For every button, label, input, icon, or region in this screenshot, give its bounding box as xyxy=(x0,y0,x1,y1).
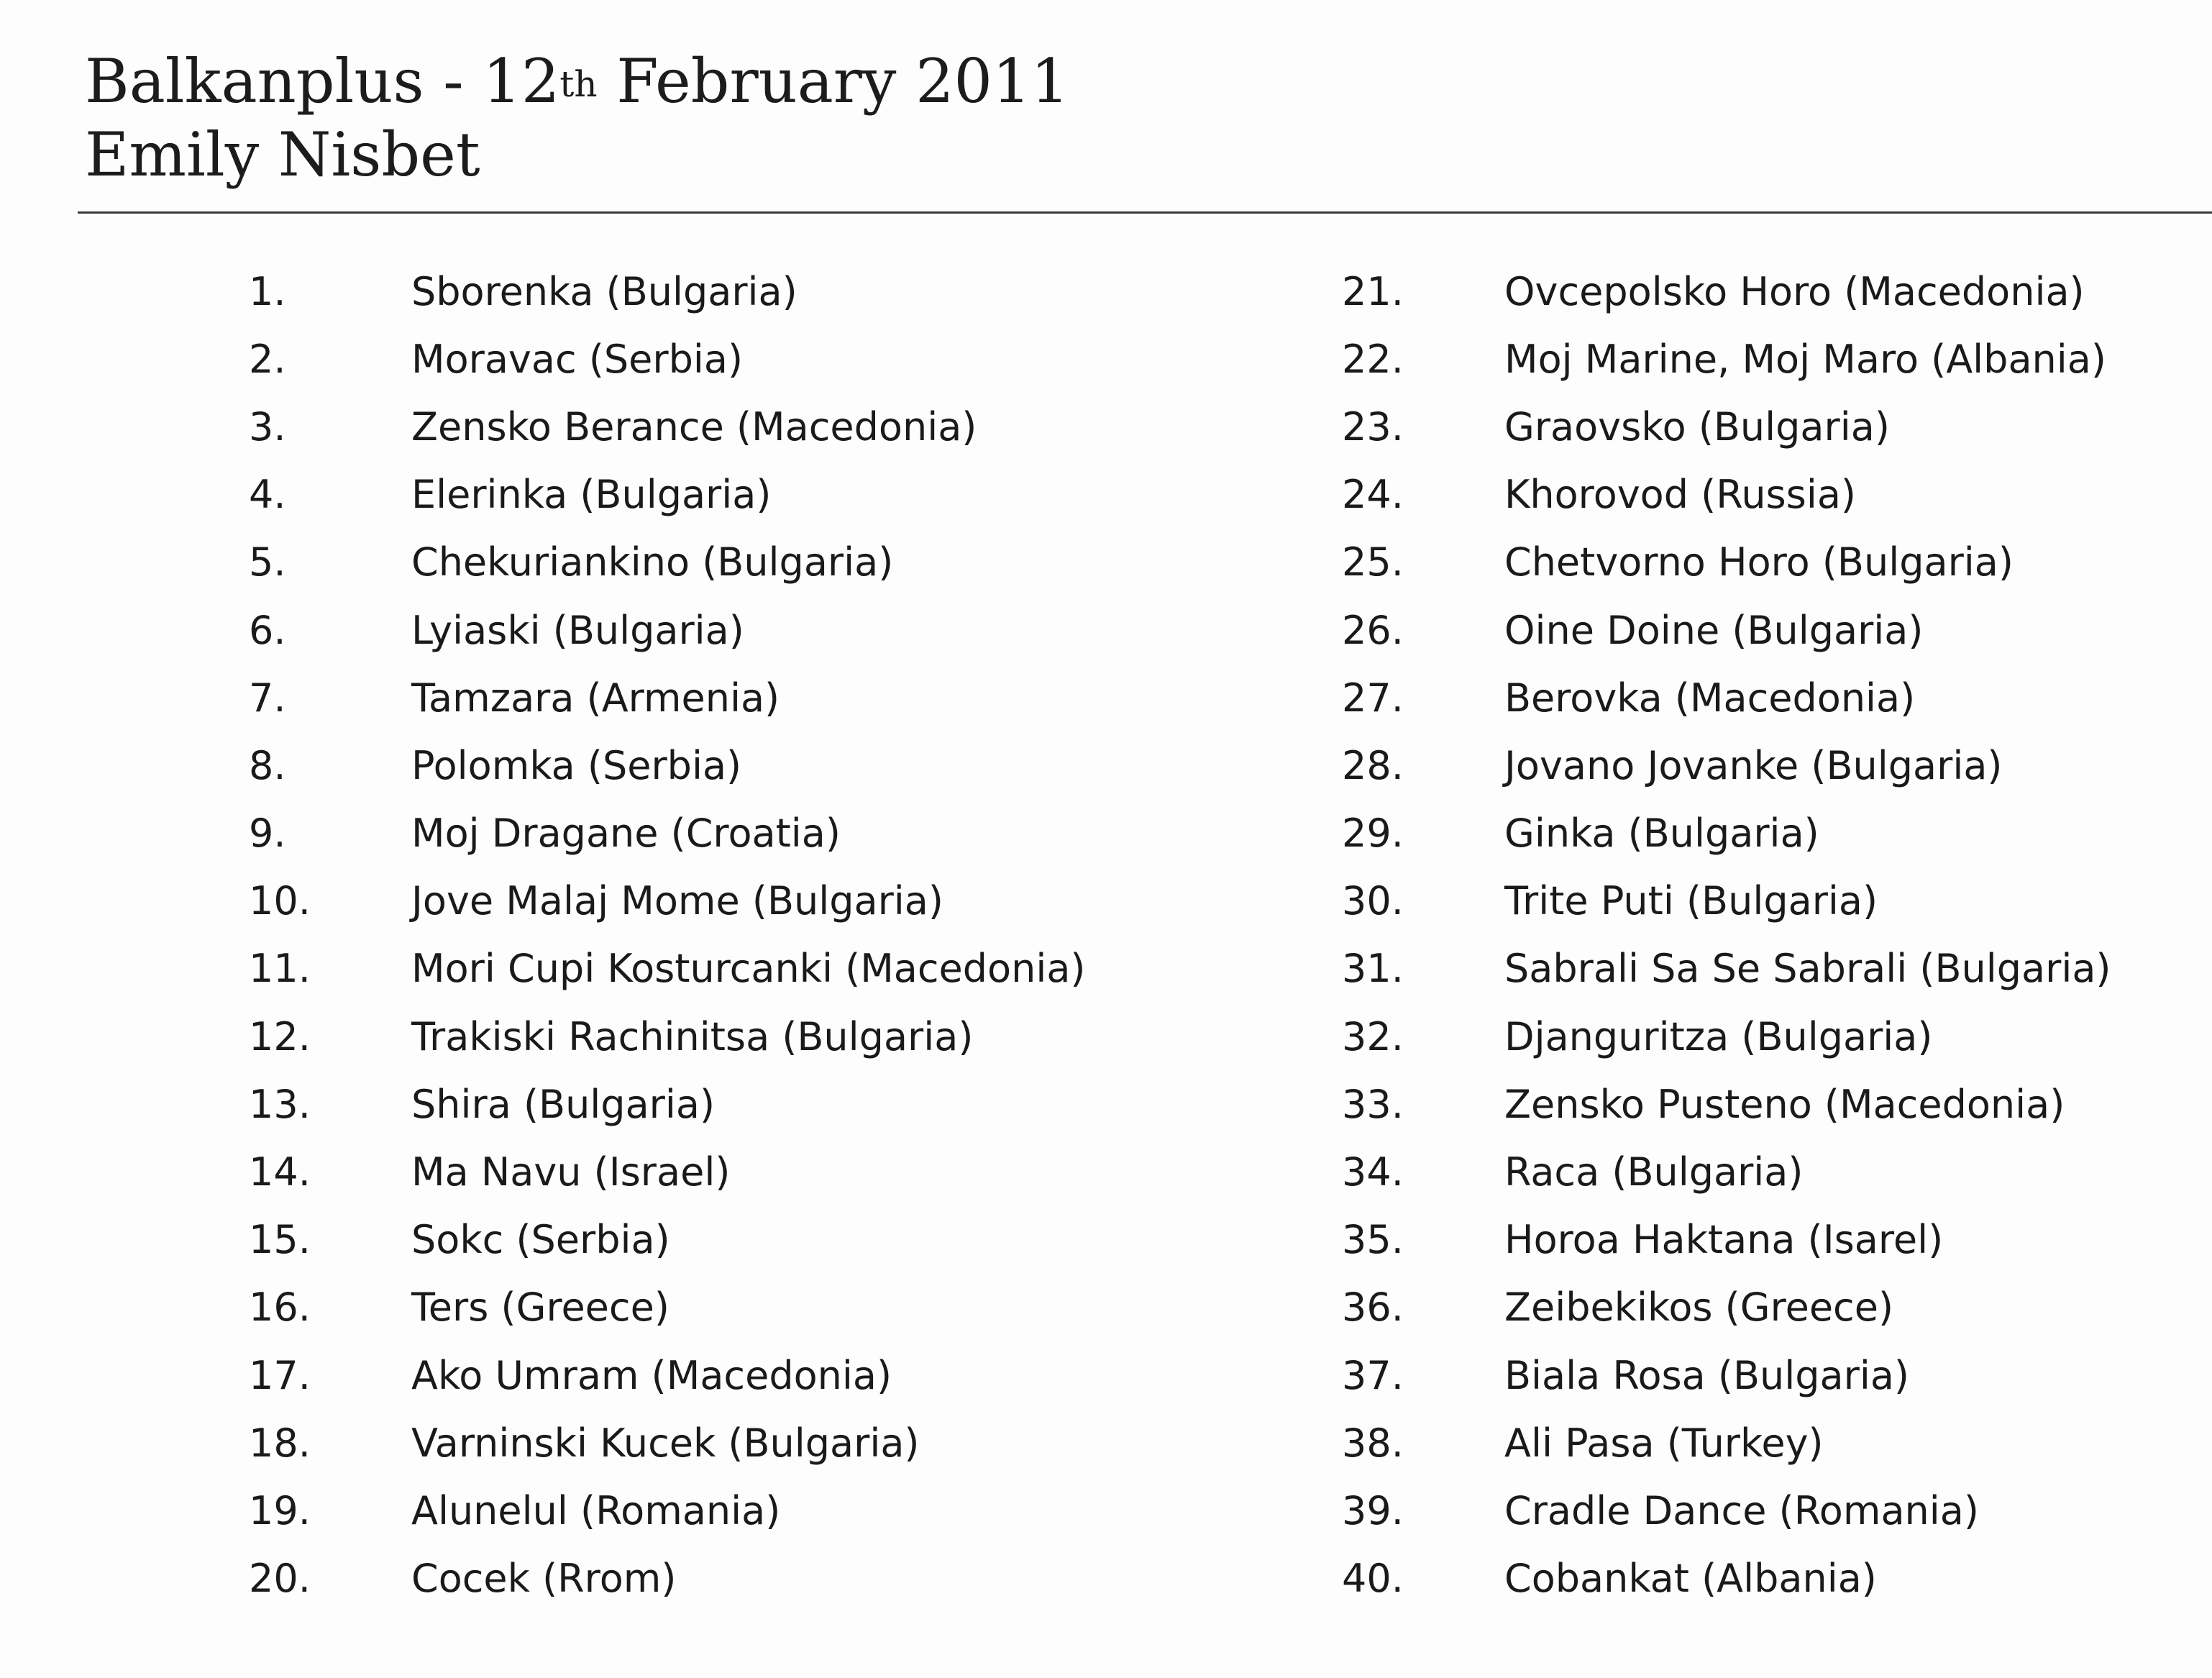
dance-name: Lyiaski (Bulgaria) xyxy=(411,607,744,653)
item-number: 38. xyxy=(1342,1420,1404,1466)
list-item xyxy=(1342,1409,2111,1477)
item-number: 17. xyxy=(249,1352,311,1398)
document-header xyxy=(85,45,1069,191)
item-number: 29. xyxy=(1342,811,1404,857)
list-item xyxy=(1342,596,2111,664)
dance-name: Ako Umram (Macedonia) xyxy=(411,1352,892,1398)
item-number: 5. xyxy=(249,539,286,585)
dance-name: Graovsko (Bulgaria) xyxy=(1504,403,1890,450)
item-number: 34. xyxy=(1342,1149,1404,1195)
dance-name: Trakiski Rachinitsa (Bulgaria) xyxy=(411,1013,974,1059)
dance-name: Jovano Jovanke (Bulgaria) xyxy=(1504,742,2003,788)
dance-name: Zeibekikos (Greece) xyxy=(1504,1285,1894,1331)
list-item xyxy=(1342,800,2111,867)
item-number: 33. xyxy=(1342,1081,1404,1127)
list-item xyxy=(1342,935,2111,1003)
item-number: 2. xyxy=(249,336,286,382)
dance-name: Cocek (Rrom) xyxy=(411,1556,677,1602)
item-number: 18. xyxy=(249,1420,311,1466)
dance-name: Jove Malaj Mome (Bulgaria) xyxy=(411,878,943,924)
dance-name: Moj Dragane (Croatia) xyxy=(411,811,841,857)
item-number: 14. xyxy=(249,1149,311,1195)
list-item xyxy=(249,1341,1086,1409)
document-author: Emily Nisbet xyxy=(85,119,480,190)
list-item xyxy=(1342,1138,2111,1205)
dance-name: Zensko Pusteno (Macedonia) xyxy=(1504,1081,2065,1127)
item-number: 40. xyxy=(1342,1556,1404,1602)
dance-name: Sokc (Serbia) xyxy=(411,1217,670,1263)
list-item xyxy=(249,1138,1086,1205)
item-number: 15. xyxy=(249,1217,311,1263)
list-item xyxy=(1342,393,2111,460)
title-prefix: Balkanplus - 12 xyxy=(85,46,560,117)
dance-name: Mori Cupi Kosturcanki (Macedonia) xyxy=(411,946,1086,992)
item-number: 16. xyxy=(249,1285,311,1331)
dance-name: Cradle Dance (Romania) xyxy=(1504,1487,1979,1533)
dance-name: Tamzara (Armenia) xyxy=(411,675,780,721)
dance-name: Ali Pasa (Turkey) xyxy=(1504,1420,1824,1466)
dance-name: Sborenka (Bulgaria) xyxy=(411,268,797,314)
item-number: 6. xyxy=(249,607,286,653)
item-number: 3. xyxy=(249,403,286,450)
list-item xyxy=(1342,731,2111,799)
list-item xyxy=(1342,1477,2111,1544)
list-item xyxy=(1342,1206,2111,1274)
dance-list-right xyxy=(1342,257,2111,1613)
list-item xyxy=(1342,1545,2111,1613)
dance-name: Biala Rosa (Bulgaria) xyxy=(1504,1352,1909,1398)
list-item xyxy=(249,596,1086,664)
dance-name: Chetvorno Horo (Bulgaria) xyxy=(1504,539,2014,585)
list-item xyxy=(1342,529,2111,596)
title-suffix: February 2011 xyxy=(597,46,1069,117)
item-number: 1. xyxy=(249,268,286,314)
item-number: 4. xyxy=(249,472,286,518)
item-number: 27. xyxy=(1342,675,1404,721)
item-number: 31. xyxy=(1342,946,1404,992)
document-title xyxy=(85,45,1069,118)
list-item xyxy=(249,1070,1086,1138)
item-number: 39. xyxy=(1342,1487,1404,1533)
item-number: 30. xyxy=(1342,878,1404,924)
list-item xyxy=(1342,257,2111,325)
item-number: 11. xyxy=(249,946,311,992)
list-item xyxy=(1342,1003,2111,1070)
list-item xyxy=(1342,1341,2111,1409)
item-number: 8. xyxy=(249,742,286,788)
dance-name: Ginka (Bulgaria) xyxy=(1504,811,1819,857)
dance-name: Elerinka (Bulgaria) xyxy=(411,472,772,518)
list-item xyxy=(1342,867,2111,935)
list-item xyxy=(1342,1070,2111,1138)
list-item xyxy=(1342,664,2111,731)
list-item xyxy=(249,1409,1086,1477)
dance-name: Ovcepolsko Horo (Macedonia) xyxy=(1504,268,2085,314)
dance-name: Zensko Berance (Macedonia) xyxy=(411,403,977,450)
dance-name: Cobankat (Albania) xyxy=(1504,1556,1877,1602)
dance-name: Berovka (Macedonia) xyxy=(1504,675,1916,721)
dance-list-left xyxy=(249,257,1086,1613)
dance-name: Trite Puti (Bulgaria) xyxy=(1504,878,1878,924)
list-item xyxy=(1342,461,2111,529)
list-item xyxy=(249,1477,1086,1544)
dance-name: Shira (Bulgaria) xyxy=(411,1081,716,1127)
dance-name: Horoa Haktana (Isarel) xyxy=(1504,1217,1944,1263)
dance-name: Djanguritza (Bulgaria) xyxy=(1504,1013,1933,1059)
list-item xyxy=(249,325,1086,393)
dance-name: Chekuriankino (Bulgaria) xyxy=(411,539,894,585)
dance-name: Moj Marine, Moj Maro (Albania) xyxy=(1504,336,2106,382)
list-item xyxy=(249,461,1086,529)
item-number: 20. xyxy=(249,1556,311,1602)
list-item xyxy=(249,800,1086,867)
dance-name: Alunelul (Romania) xyxy=(411,1487,781,1533)
item-number: 23. xyxy=(1342,403,1404,450)
header-divider xyxy=(78,211,2212,214)
dance-name: Ma Navu (Israel) xyxy=(411,1149,731,1195)
dance-name: Polomka (Serbia) xyxy=(411,742,742,788)
title-superscript: th xyxy=(559,63,598,105)
item-number: 35. xyxy=(1342,1217,1404,1263)
list-item xyxy=(249,664,1086,731)
item-number: 36. xyxy=(1342,1285,1404,1331)
list-item xyxy=(1342,325,2111,393)
item-number: 13. xyxy=(249,1081,311,1127)
dance-name: Ters (Greece) xyxy=(411,1285,669,1331)
dance-name: Varninski Kucek (Bulgaria) xyxy=(411,1420,920,1466)
list-item xyxy=(249,1003,1086,1070)
dance-name: Sabrali Sa Se Sabrali (Bulgaria) xyxy=(1504,946,2111,992)
list-item xyxy=(249,935,1086,1003)
dance-name: Moravac (Serbia) xyxy=(411,336,744,382)
list-item xyxy=(249,257,1086,325)
list-item xyxy=(249,393,1086,460)
item-number: 24. xyxy=(1342,472,1404,518)
dance-name: Khorovod (Russia) xyxy=(1504,472,1856,518)
item-number: 25. xyxy=(1342,539,1404,585)
list-item xyxy=(1342,1274,2111,1341)
item-number: 12. xyxy=(249,1013,311,1059)
item-number: 19. xyxy=(249,1487,311,1533)
dance-name: Oine Doine (Bulgaria) xyxy=(1504,607,1924,653)
item-number: 32. xyxy=(1342,1013,1404,1059)
item-number: 9. xyxy=(249,811,286,857)
dance-name: Raca (Bulgaria) xyxy=(1504,1149,1804,1195)
item-number: 26. xyxy=(1342,607,1404,653)
item-number: 28. xyxy=(1342,742,1404,788)
list-item xyxy=(249,529,1086,596)
item-number: 21. xyxy=(1342,268,1404,314)
list-item xyxy=(249,731,1086,799)
list-item xyxy=(249,1274,1086,1341)
item-number: 22. xyxy=(1342,336,1404,382)
list-item xyxy=(249,1206,1086,1274)
item-number: 7. xyxy=(249,675,286,721)
list-item xyxy=(249,1545,1086,1613)
item-number: 10. xyxy=(249,878,311,924)
list-item xyxy=(249,867,1086,935)
item-number: 37. xyxy=(1342,1352,1404,1398)
